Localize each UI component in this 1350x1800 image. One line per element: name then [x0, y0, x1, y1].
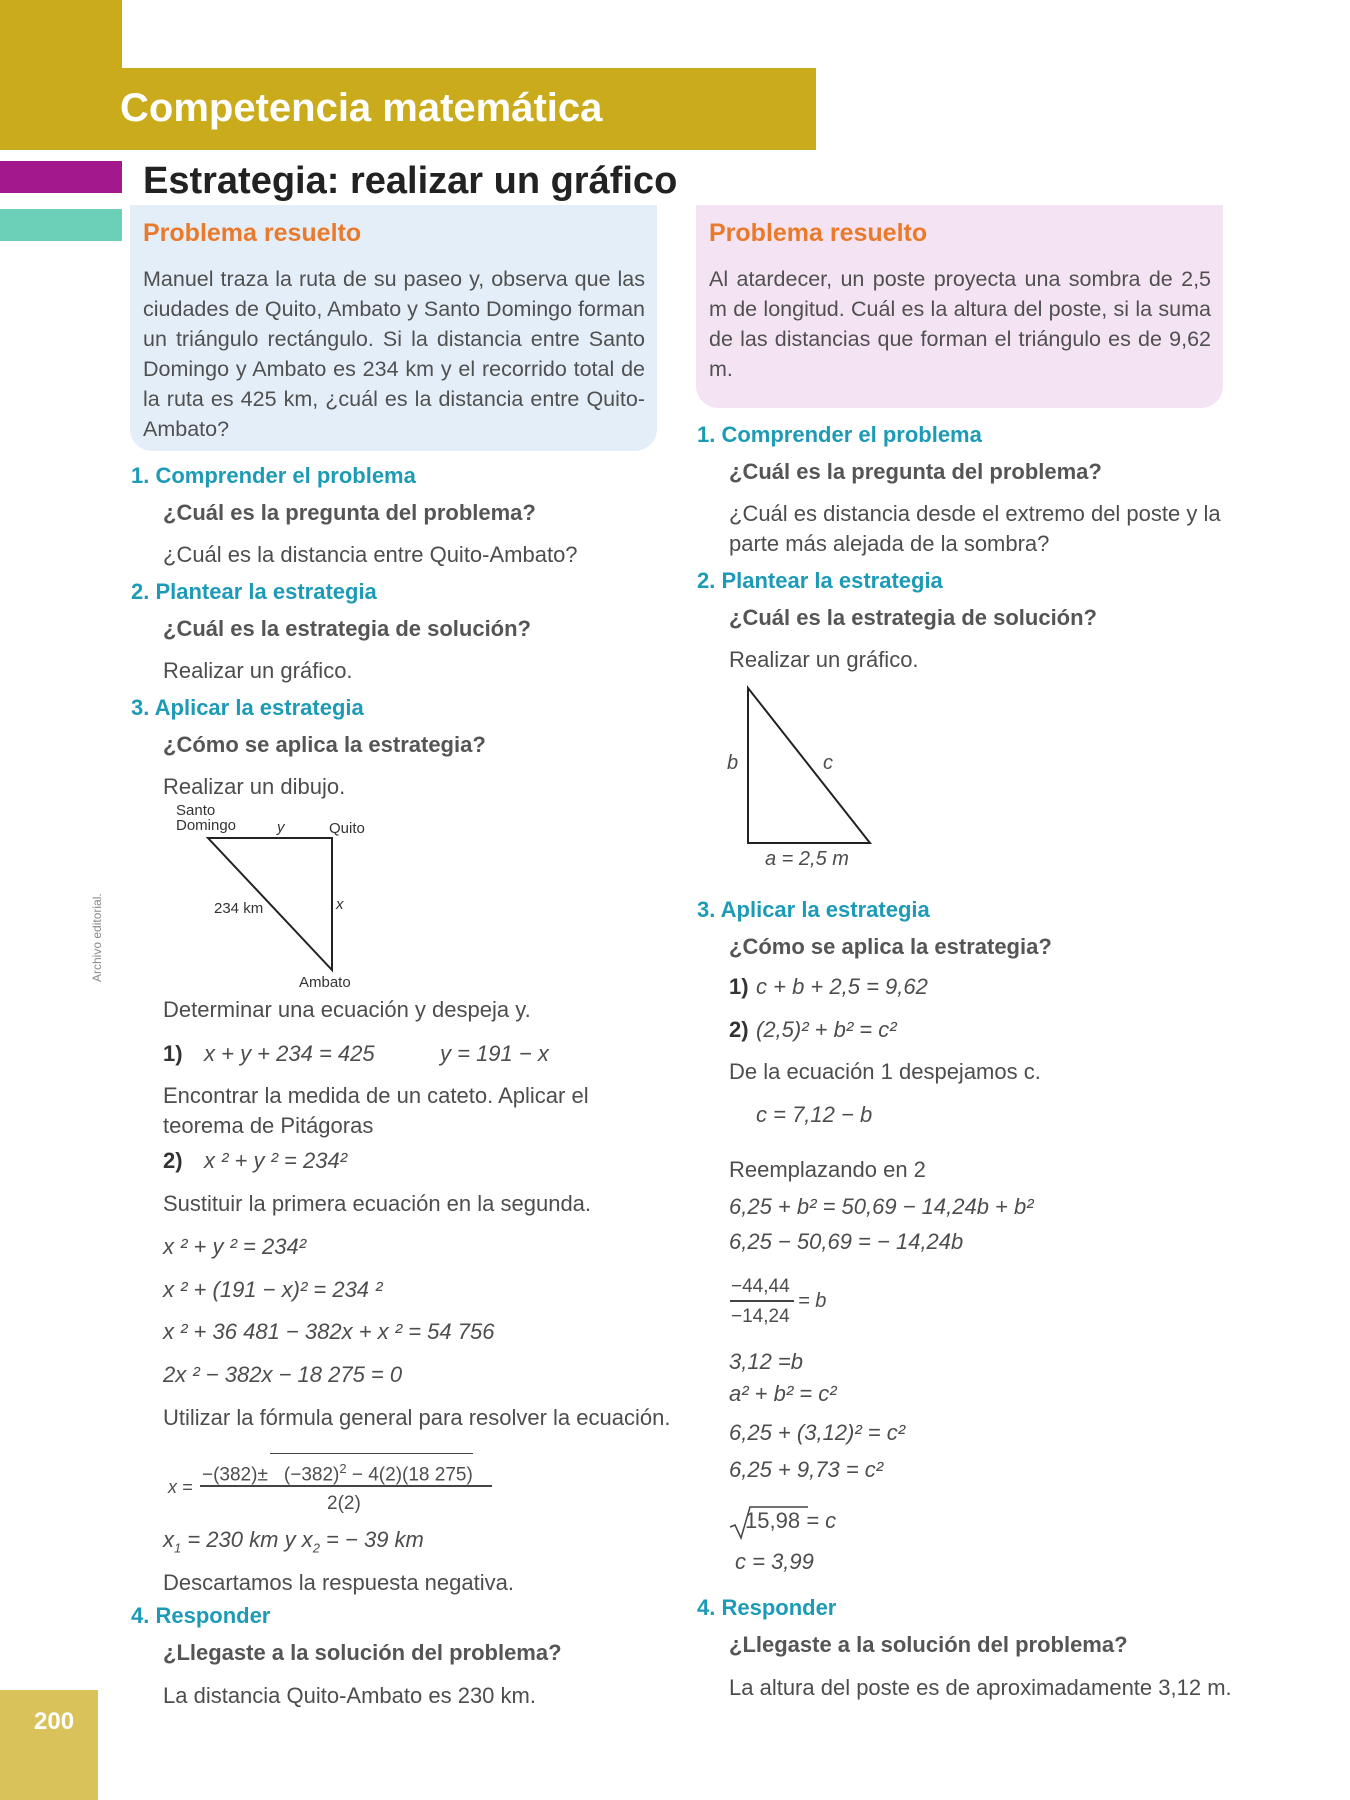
- right-eq4: 6,25 + b² = 50,69 − 14,24b + b²: [729, 1194, 1034, 1219]
- left-line5: Descartamos la respuesta negativa.: [163, 1570, 514, 1595]
- left-step4-question: ¿Llegaste a la solución del problema?: [163, 1640, 562, 1665]
- right-step4-label: 4. Responder: [697, 1595, 837, 1620]
- right-eq2: (2,5)² + b² = c²: [756, 1017, 897, 1042]
- label-b: b: [727, 752, 739, 774]
- right-eq9: 6,25 + 9,73 = c²: [729, 1457, 884, 1482]
- left-eq1-b: y = 191 − x: [440, 1041, 549, 1066]
- left-step4-answer: La distancia Quito-Ambato es 230 km.: [163, 1683, 536, 1708]
- right-step2-label: 2. Plantear la estrategia: [697, 568, 943, 593]
- left-eq-sub2: x ² + (191 − x)² = 234 ²: [163, 1277, 383, 1302]
- left-box-title: Problema resuelto: [143, 219, 362, 247]
- right-eq7: a² + b² = c²: [729, 1381, 837, 1406]
- right-line1: De la ecuación 1 despejamos c.: [729, 1059, 1041, 1084]
- left-eq-sub3: x ² + 36 481 − 382x + x ² = 54 756: [163, 1319, 495, 1344]
- right-frac-den: −14,24: [731, 1306, 790, 1327]
- left-line1: Determinar una ecuación y despeja y.: [163, 997, 531, 1022]
- right-step4-answer: La altura del poste es de aproximadamente 3,12 m.: [729, 1675, 1232, 1700]
- right-eq6: 3,12 =b: [729, 1349, 804, 1374]
- formula-denominator: 2(2): [327, 1493, 361, 1514]
- formula-lhs: x =: [168, 1477, 193, 1497]
- left-line2: Encontrar la medida de un cateto. Aplicar el teorema de Pitágoras: [163, 1083, 589, 1138]
- strategy-title: Estrategia: realizar un gráfico: [143, 160, 678, 202]
- left-roots: $x_1 = 230$ km y $x_2$ = − 39 km: [163, 1527, 424, 1556]
- page-number: 200: [34, 1708, 75, 1735]
- left-step1-label: 1. Comprender el problema: [131, 463, 416, 488]
- right-problem-box: [696, 205, 1223, 408]
- left-step3-question: ¿Cómo se aplica la estrategia?: [163, 732, 486, 757]
- formula-numerator: $-(382)\pm (-382)^2 - 4(2)(18$ 275): [202, 1453, 473, 1490]
- left-eq2-number: 2): [163, 1148, 183, 1173]
- left-step2-label: 2. Plantear la estrategia: [131, 579, 377, 604]
- teal-strip: [0, 209, 122, 241]
- label-quito: Quito: [329, 820, 365, 837]
- label-c: c: [823, 752, 833, 774]
- right-step4-question: ¿Llegaste a la solución del problema?: [729, 1632, 1128, 1657]
- label-a: a = 2,5 m: [765, 848, 849, 870]
- left-eq2: x ² + y ² = 234²: [204, 1148, 348, 1173]
- left-eq1-a: x + y + 234 = 425: [204, 1041, 375, 1066]
- left-box-text: Manuel traza la ruta de su paseo y, observa que las ciudades de Quito, Ambato y Santo Domingo forman un triángulo rectángulo. Si la distancia entre Santo Domingo y Ambato es 234 km y el recorrido total de la ruta es 425 km, ¿cuál es la distancia entre Quito-Ambato?: [143, 267, 645, 441]
- left-problem-box: [130, 205, 657, 451]
- label-y: y: [277, 819, 285, 836]
- right-eq10: c = 3,99: [735, 1549, 814, 1574]
- right-eq2-number: 2): [729, 1017, 749, 1042]
- right-step1-answer: ¿Cuál es distancia desde el extremo del poste y la parte más alejada de la sombra?: [729, 501, 1221, 556]
- right-eq1: c + b + 2,5 = 9,62: [756, 974, 928, 999]
- right-line2: Reemplazando en 2: [729, 1157, 926, 1182]
- left-step2-question: ¿Cuál es la estrategia de solución?: [163, 616, 531, 641]
- magenta-strip: [0, 161, 122, 193]
- right-sqrt: 15,98 = c: [745, 1508, 837, 1533]
- left-line3: Sustituir la primera ecuación en la segunda.: [163, 1191, 592, 1216]
- right-frac-rhs: = b: [798, 1290, 827, 1312]
- right-eq1-number: 1): [729, 974, 749, 999]
- left-step3-answer: Realizar un dibujo.: [163, 774, 346, 799]
- left-step1-answer: ¿Cuál es la distancia entre Quito-Ambato?: [163, 542, 578, 567]
- right-step3-question: ¿Cómo se aplica la estrategia?: [729, 934, 1052, 959]
- right-frac-num: −44,44: [731, 1276, 790, 1297]
- left-line4: Utilizar la fórmula general para resolver la ecuación.: [163, 1405, 671, 1430]
- left-step1-question: ¿Cuál es la pregunta del problema?: [163, 500, 536, 525]
- right-step1-label: 1. Comprender el problema: [697, 422, 982, 447]
- right-step3-label: 3. Aplicar la estrategia: [697, 897, 930, 922]
- pole-triangle-diagram: [740, 680, 880, 850]
- left-eq-sub4: 2x ² − 382x − 18 275 = 0: [163, 1362, 403, 1387]
- left-eq-sub1: x ² + y ² = 234²: [163, 1234, 307, 1259]
- right-step1-question: ¿Cuál es la pregunta del problema?: [729, 459, 1102, 484]
- right-step2-answer: Realizar un gráfico.: [729, 647, 919, 672]
- right-box-title: Problema resuelto: [709, 219, 928, 247]
- right-eq5: 6,25 − 50,69 = − 14,24b: [729, 1229, 964, 1254]
- right-box-text: Al atardecer, un poste proyecta una sombra de 2,5 m de longitud. Cuál es la altura del poste, si la suma de las distancias que forman el triángulo es de 9,62 m.: [709, 267, 1211, 381]
- side-note: Archivo editorial.: [90, 893, 104, 982]
- right-eq8: 6,25 + (3,12)² = c²: [729, 1420, 906, 1445]
- label-hypotenuse: 234 km: [214, 900, 264, 917]
- right-step2-question: ¿Cuál es la estrategia de solución?: [729, 605, 1097, 630]
- page-number-box: [0, 1690, 98, 1800]
- left-eq1-number: 1): [163, 1041, 183, 1066]
- right-eq3: c = 7,12 − b: [756, 1102, 873, 1127]
- formula-fraction-bar: [200, 1485, 492, 1487]
- label-ambato: Ambato: [299, 974, 351, 991]
- left-step3-label: 3. Aplicar la estrategia: [131, 695, 364, 720]
- label-santo-domingo: Santo Domingo: [176, 802, 237, 834]
- section-title: Competencia matemática: [120, 86, 603, 130]
- label-x: x: [336, 896, 344, 913]
- left-step4-label: 4. Responder: [131, 1603, 271, 1628]
- header-band-cutout: [122, 0, 816, 68]
- left-step2-answer: Realizar un gráfico.: [163, 658, 353, 683]
